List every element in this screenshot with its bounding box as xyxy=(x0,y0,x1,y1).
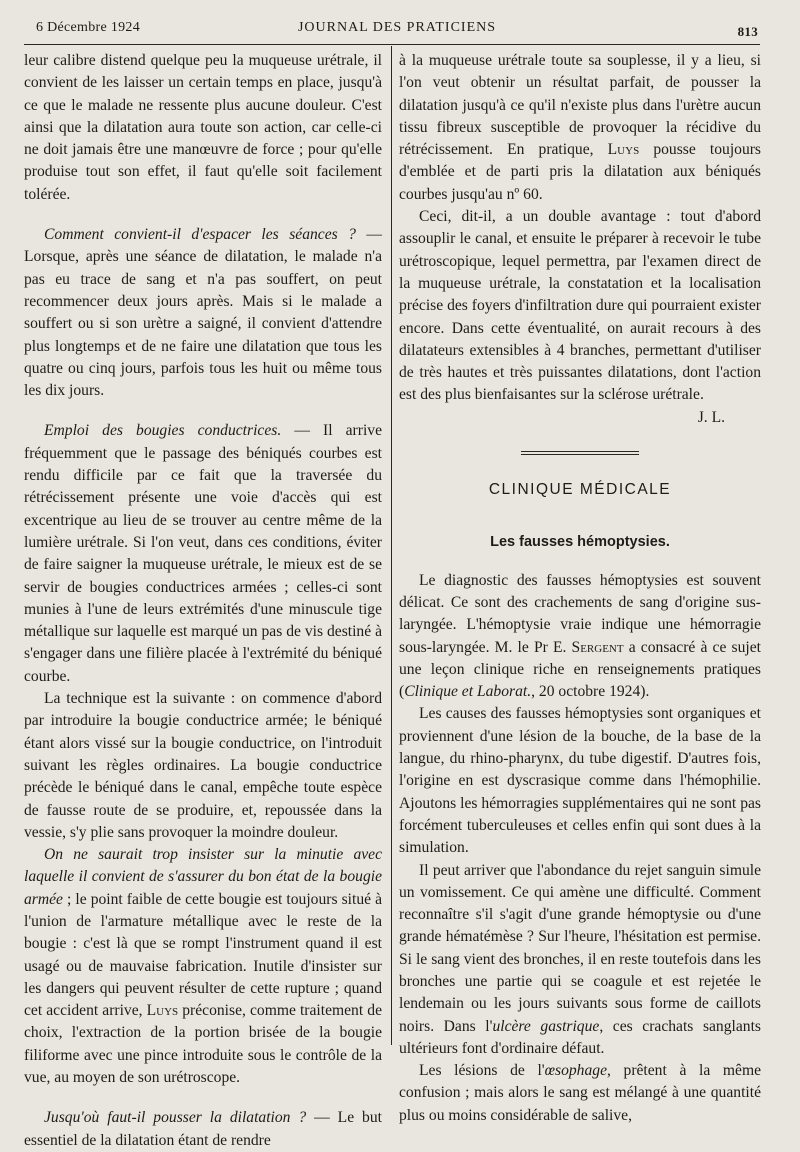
emphasis: ulcère gastrique xyxy=(492,1017,600,1035)
left-column xyxy=(24,50,382,1152)
paragraph: Les lésions de l'œsophage, prêtent à la même confusion ; mais alors le sang est mélangé à une quantité plus ou moins considérable de salive, xyxy=(399,1062,762,1124)
author-name: Sergent xyxy=(571,638,624,656)
signature: J. L. xyxy=(697,408,725,426)
header-rule xyxy=(24,44,760,45)
paragraph: Comment convient-il d'espacer les séances ? — Lorsque, après une séance de dilatation, le malade n'a pas eu trace de sang et n'a pas souffert, on peut recommencer deux jours après. Mais si le malade a souffert ou si son urètre a saigné, il convient d'attendre plus longtemps et de ne faire une dilatation que tous les quatre ou cinq jours, parfois tous les huit ou même tous les dix jours. xyxy=(24,226,382,400)
section-title: CLINIQUE MÉDICALE xyxy=(488,481,672,499)
column-divider xyxy=(391,46,392,1045)
citation-source: Clinique et Laborat. xyxy=(404,683,532,701)
right-column xyxy=(399,50,761,1127)
paragraph: leur calibre distend quelque peu la muqueuse urétrale, il convient de les laisser un certain temps en place, jusqu'à ce que le malade ne ressente plus aucune douleur. C'est ainsi que la dilatation aura toute son action, car celle-ci ne doit jamais être une manœuvre de force ; pour qu'elle produise tout son effet, il faut qu'elle soit facilement tolérée. xyxy=(24,52,382,203)
header-date: 6 Décembre 1924 xyxy=(36,20,141,35)
section-heading: Jusqu'où faut-il pousser la dilatation ? xyxy=(44,1109,307,1127)
emphasis: On ne saurait trop insister sur la minutie avec laquelle il convient de s'assurer du bon état de la bougie armée xyxy=(24,846,382,908)
paragraph: Le diagnostic des fausses hémoptysies est souvent délicat. Ce sont des crachements de sang d'origine sus-laryngée. L'hémoptysie vraie indique une hémorragie sous-laryngée. M. le Pr E. Sergent a consacré à ce sujet une leçon clinique riche en renseignements pratiques (Clinique et Laborat., 20 octobre 1924). xyxy=(399,571,761,701)
section-divider xyxy=(521,451,639,455)
article-title: Les fausses hémoptysies. xyxy=(490,534,670,551)
paragraph: à la muqueuse urétrale toute sa souplesse, il y a lieu, si l'on veut obtenir un résultat parfait, de pousser la dilatation jusqu'à ce qu'il n'existe plus dans l'urètre aucun tissu fibreux susceptible de provoquer la récidive du rétrécissement. En pratique, Luys pousse toujours d'emblée et de parti pris la dilatation aux béniqués courbes jusqu'au nº 60. xyxy=(399,52,762,203)
page-header xyxy=(36,20,758,44)
paragraph: Il peut arriver que l'abondance du rejet sanguin simule un vomissement. Ce qui amène une difficulté. Comment reconnaître s'il s'agit d'une grande hémoptysie ou d'une grande hématémèse ? Sur l'heure, l'hésitation est permise. Si le sang vient des bronches, il en reste toutefois dans les bronches une partie qui se coagule et est rejetée le lendemain ou les jours suivants sous forme de caillots noirs. Dans l'ulcère gastrique, ces crachats sanglants ultérieurs font d'ordinaire défaut. xyxy=(399,861,761,1057)
page-number: 813 xyxy=(737,24,758,39)
paragraph: Jusqu'où faut-il pousser la dilatation ? — Le but essentiel de la dilatation étant de rendre xyxy=(24,1109,382,1149)
section-heading: Comment convient-il d'espacer les séances ? xyxy=(44,226,356,244)
paragraph: La technique est la suivante : on commence d'abord par introduire la bougie conductrice armée; le béniqué étant alors vissé sur la bougie conductrice, on l'introduit suivant les règles ordinaires. La bougie conductrice précède le béniqué dans le canal, empêche toute espèce de fausse route de se produire, et, repoussée dans la vessie, s'y plie sans provoquer la moindre douleur. xyxy=(24,690,382,841)
section-heading: Emploi des bougies conductrices. xyxy=(44,422,282,440)
emphasis: œsophage xyxy=(544,1062,607,1080)
paragraph: Emploi des bougies conductrices. — Il arrive fréquemment que le passage des béniqués courbes est rendu difficile par ce fait que la traversée du rétrécissement présente une voie d'accès qui est excentrique au lieu de se trouver au centre même de la lumière urétrale. Si l'on veut, dans ces conditions, éviter de faire saigner la muqueuse urétrale, le mieux est de se servir de bougies conductrices armées ; celles-ci sont munies à l'une de leurs extrémités d'une minuscule tige métallique sur laquelle est marqué un pas de vis destiné à s'engager dans une filière placée à l'extrémité du béniqué courbe. xyxy=(24,422,382,685)
paragraph: On ne saurait trop insister sur la minutie avec laquelle il convient de s'assurer du bon état de la bougie armée ; le point faible de cette bougie est toujours situé à l'union de l'armature métallique avec le reste de la bougie : c'est là que se rompt l'instrument quand il est usagé ou de mauvaise fabrication. Inutile d'insister sur les dangers qui peuvent résulter de cette rupture ; quand cet accident arrive, Luys préconise, comme traitement de choix, l'extraction de la portion brisée de la bougie filiforme avec une pince introduite sous le contrôle de la vue, au moyen de son urétroscope. xyxy=(24,846,382,1087)
paragraph: Les causes des fausses hémoptysies sont organiques et proviennent d'une lésion de la bouche, de la base de la langue, du rhino-pharynx, du tube digestif. D'autres fois, l'origine en est dyscrasique comme dans l'hémophilie. Ajoutons les hémorragies supplémentaires qui ne sont pas forcément tuberculeuses et celles enfin qui sont dues à la simulation. xyxy=(399,705,761,857)
author-name: Luys xyxy=(607,141,640,159)
journal-title: JOURNAL DES PRATICIENS xyxy=(297,20,497,35)
author-name: Luys xyxy=(146,1002,179,1020)
paragraph: Ceci, dit-il, a un double avantage : tout d'abord assouplir le canal, et ensuite le préparer à recevoir le tube urétroscopique, lequel permettra, par l'examen direct de la muqueuse urétrale, la constatation et la localisation précise des foyers d'infiltration dure qui pourraient exister encore. Dans cette éventualité, on aurait recours à des dilatateurs extensibles à 4 branches, permettant d'utiliser de très hautes et très puissantes dilatations, dont l'action est des plus bienfaisantes sur la sclérose urétrale. xyxy=(399,208,761,404)
